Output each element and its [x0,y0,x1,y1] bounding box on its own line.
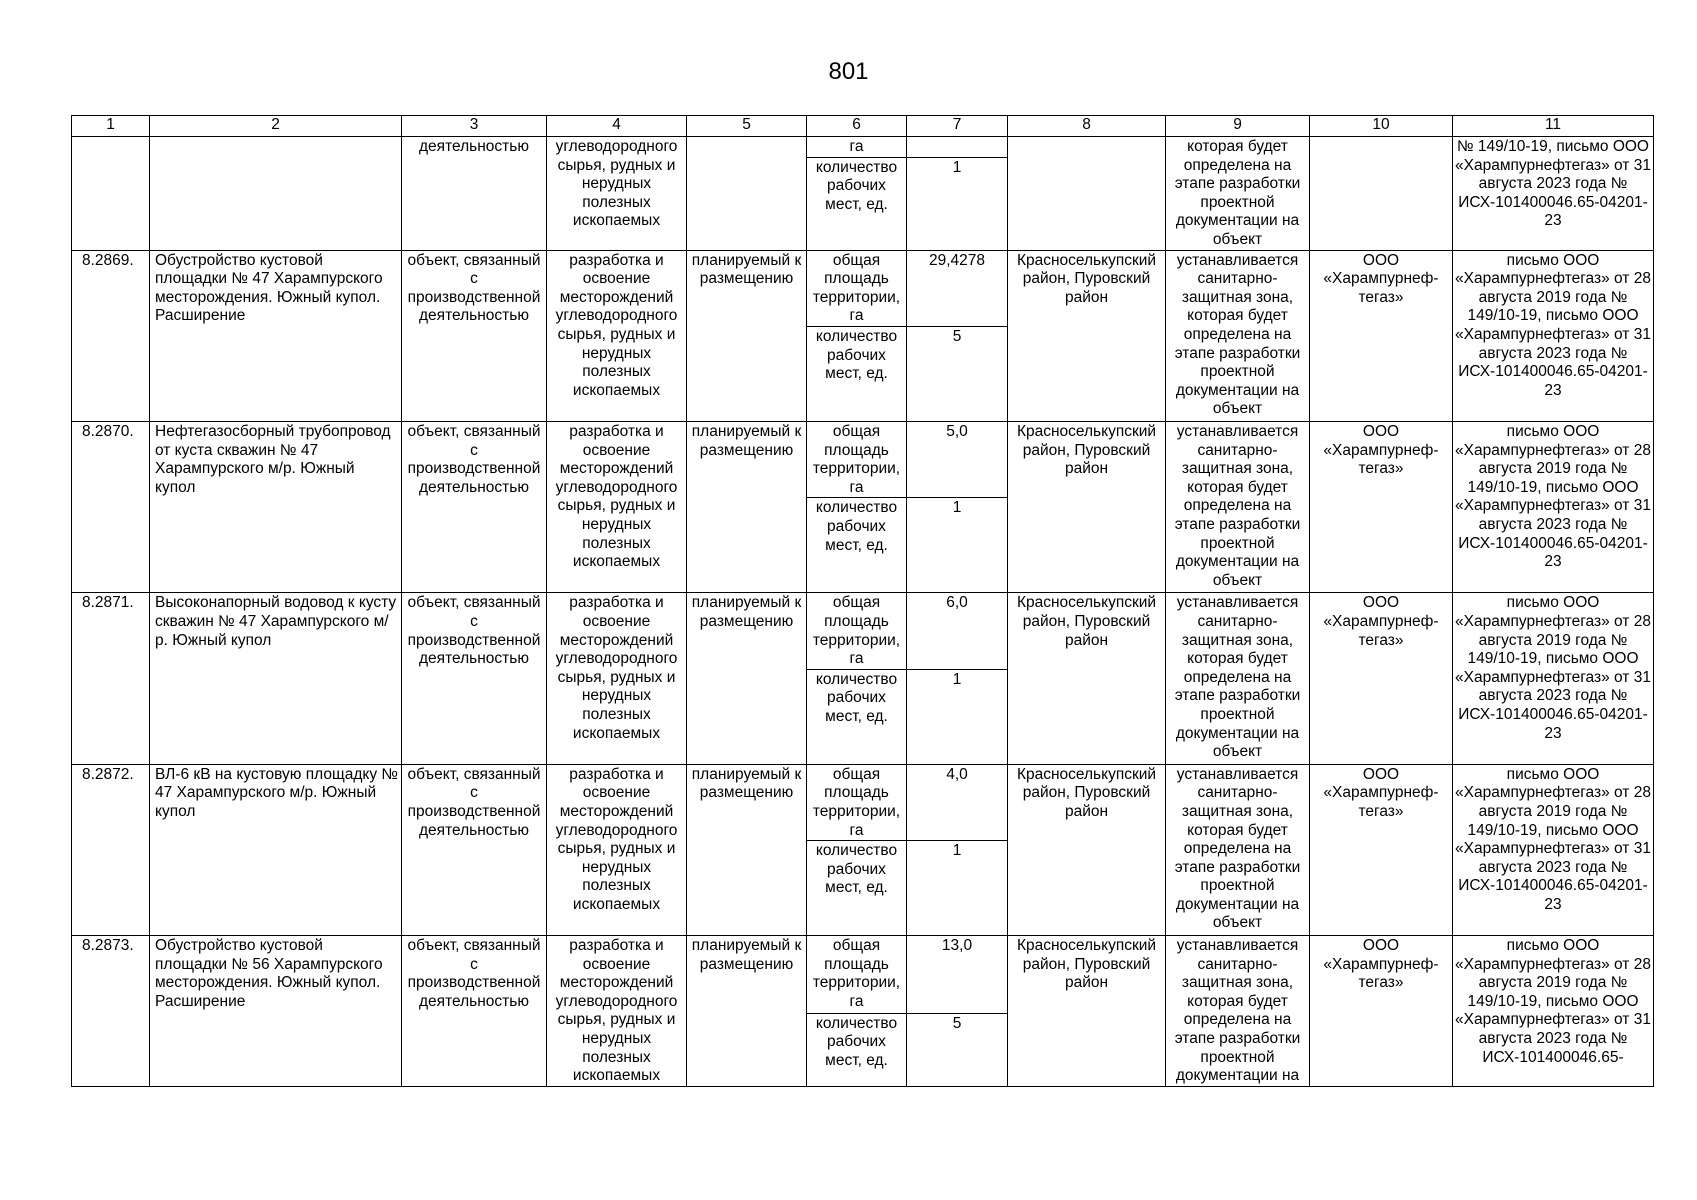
cell-param-label: общая площадь территории, га [807,936,907,1014]
cell-param-value: 5 [907,326,1008,421]
cell-param-value: 4,0 [907,764,1008,840]
registry-table [71,115,1654,1087]
table-row [72,250,1654,326]
cell-param-label: общая площадь территории, га [807,593,907,669]
column-header: 9 [1166,116,1310,137]
cell-type: объект, связанный с производственной деятельностью [402,764,547,935]
cell-purpose: углеводородного сырья, рудных и нерудных полезных ископаемых [547,137,687,251]
cell-param-label: общая площадь территории, га [807,250,907,326]
cell-param-value: 5,0 [907,421,1008,497]
cell-name: Обустройство кустовой площадки № 56 Харампурского месторождения. Южный купол. Расширение [150,936,402,1087]
cell-num: 8.2871. [72,593,150,764]
cell-basis: письмо ООО «Харампурнефтегаз» от 28 августа 2019 года № 149/10-19, письмо ООО «Харампурнефтегаз» от 31 августа 2023 года № ИСХ-101400046.65-04201-23 [1453,250,1654,421]
cell-param-label: общая площадь территории, га [807,764,907,840]
cell-basis: № 149/10-19, письмо ООО «Харампурнефтегаз» от 31 августа 2023 года № ИСХ-101400046.65-04201-23 [1453,137,1654,251]
cell-param-value: 1 [907,841,1008,936]
cell-status: планируемый к размещению [687,764,807,935]
column-number-row [72,116,1654,137]
cell-purpose: разработка и освоение месторождений углеводородного сырья, рудных и нерудных полезных ископаемых [547,764,687,935]
cell-owner: ООО «Харампурнеф-тегаз» [1310,936,1453,1087]
cell-param-label: количество рабочих мест, ед. [807,1013,907,1086]
cell-param-label: количество рабочих мест, ед. [807,157,907,250]
cell-zone: устанавливается санитарно-защитная зона, которая будет определена на этапе разработки проектной документации на объект [1166,764,1310,935]
cell-param-value: 13,0 [907,936,1008,1014]
cell-owner: ООО «Харампурнеф-тегаз» [1310,764,1453,935]
cell-param-value: 5 [907,1013,1008,1086]
cell-type: объект, связанный с производственной деятельностью [402,250,547,421]
cell-basis: письмо ООО «Харампурнефтегаз» от 28 августа 2019 года № 149/10-19, письмо ООО «Харампурнефтегаз» от 31 августа 2023 года № ИСХ-101400046.65-04201-23 [1453,421,1654,592]
cell-basis: письмо ООО «Харампурнефтегаз» от 28 августа 2019 года № 149/10-19, письмо ООО «Харампурнефтегаз» от 31 августа 2023 года № ИСХ-101400046.65- [1453,936,1654,1087]
continuation-row [72,137,1654,158]
cell-purpose: разработка и освоение месторождений углеводородного сырья, рудных и нерудных полезных ископаемых [547,936,687,1087]
cell-status [687,137,807,251]
cell-param-value: 6,0 [907,593,1008,669]
cell-num: 8.2869. [72,250,150,421]
cell-name: Нефтегазосборный трубопровод от куста скважин № 47 Харампурского м/р. Южный купол [150,421,402,592]
cell-purpose: разработка и освоение месторождений углеводородного сырья, рудных и нерудных полезных ископаемых [547,593,687,764]
cell-type: деятельностью [402,137,547,251]
cell-owner: ООО «Харампурнеф-тегаз» [1310,250,1453,421]
cell-param-value: 1 [907,498,1008,593]
table-row [72,936,1654,1014]
column-header: 1 [72,116,150,137]
cell-param-label: количество рабочих мест, ед. [807,841,907,936]
cell-zone: которая будет определена на этапе разработки проектной документации на объект [1166,137,1310,251]
column-header: 3 [402,116,547,137]
cell-owner: ООО «Харампурнеф-тегаз» [1310,421,1453,592]
cell-param-label: количество рабочих мест, ед. [807,669,907,764]
cell-owner [1310,137,1453,251]
cell-zone: устанавливается санитарно-защитная зона, которая будет определена на этапе разработки проектной документации на [1166,936,1310,1087]
cell-name [150,137,402,251]
column-header: 5 [687,116,807,137]
cell-num: 8.2873. [72,936,150,1087]
cell-status: планируемый к размещению [687,593,807,764]
cell-name: Обустройство кустовой площадки № 47 Харампурского месторождения. Южный купол. Расширение [150,250,402,421]
cell-param-value [907,137,1008,158]
cell-param-label: общая площадь территории, га [807,421,907,497]
cell-name: ВЛ-6 кВ на кустовую площадку № 47 Харампурского м/р. Южный купол [150,764,402,935]
page-number: 801 [828,58,869,85]
cell-param-value: 29,4278 [907,250,1008,326]
cell-param-label: количество рабочих мест, ед. [807,326,907,421]
cell-status: планируемый к размещению [687,250,807,421]
cell-type: объект, связанный с производственной деятельностью [402,421,547,592]
cell-location [1008,137,1166,251]
cell-location: Красноселькупский район, Пуровский район [1008,764,1166,935]
column-header: 2 [150,116,402,137]
cell-param-value: 1 [907,669,1008,764]
cell-zone: устанавливается санитарно-защитная зона, которая будет определена на этапе разработки проектной документации на объект [1166,593,1310,764]
cell-status: планируемый к размещению [687,936,807,1087]
cell-basis: письмо ООО «Харампурнефтегаз» от 28 августа 2019 года № 149/10-19, письмо ООО «Харампурнефтегаз» от 31 августа 2023 года № ИСХ-101400046.65-04201-23 [1453,593,1654,764]
cell-name: Высоконапорный водовод к кусту скважин № 47 Харампурского м/р. Южный купол [150,593,402,764]
cell-status: планируемый к размещению [687,421,807,592]
cell-param-label: количество рабочих мест, ед. [807,498,907,593]
cell-location: Красноселькупский район, Пуровский район [1008,936,1166,1087]
cell-purpose: разработка и освоение месторождений углеводородного сырья, рудных и нерудных полезных ископаемых [547,421,687,592]
cell-num: 8.2870. [72,421,150,592]
column-header: 4 [547,116,687,137]
cell-num [72,137,150,251]
table-row [72,593,1654,669]
cell-num: 8.2872. [72,764,150,935]
column-header: 8 [1008,116,1166,137]
column-header: 6 [807,116,907,137]
cell-param-label: га [807,137,907,158]
cell-type: объект, связанный с производственной деятельностью [402,936,547,1087]
cell-basis: письмо ООО «Харампурнефтегаз» от 28 августа 2019 года № 149/10-19, письмо ООО «Харампурнефтегаз» от 31 августа 2023 года № ИСХ-101400046.65-04201-23 [1453,764,1654,935]
table-row [72,764,1654,840]
cell-owner: ООО «Харампурнеф-тегаз» [1310,593,1453,764]
cell-type: объект, связанный с производственной деятельностью [402,593,547,764]
cell-zone: устанавливается санитарно-защитная зона, которая будет определена на этапе разработки проектной документации на объект [1166,421,1310,592]
column-header: 7 [907,116,1008,137]
column-header: 10 [1310,116,1453,137]
cell-param-value: 1 [907,157,1008,250]
cell-purpose: разработка и освоение месторождений углеводородного сырья, рудных и нерудных полезных ископаемых [547,250,687,421]
column-header: 11 [1453,116,1654,137]
cell-location: Красноселькупский район, Пуровский район [1008,421,1166,592]
cell-location: Красноселькупский район, Пуровский район [1008,250,1166,421]
table-row [72,421,1654,497]
cell-location: Красноселькупский район, Пуровский район [1008,593,1166,764]
cell-zone: устанавливается санитарно-защитная зона, которая будет определена на этапе разработки проектной документации на объект [1166,250,1310,421]
